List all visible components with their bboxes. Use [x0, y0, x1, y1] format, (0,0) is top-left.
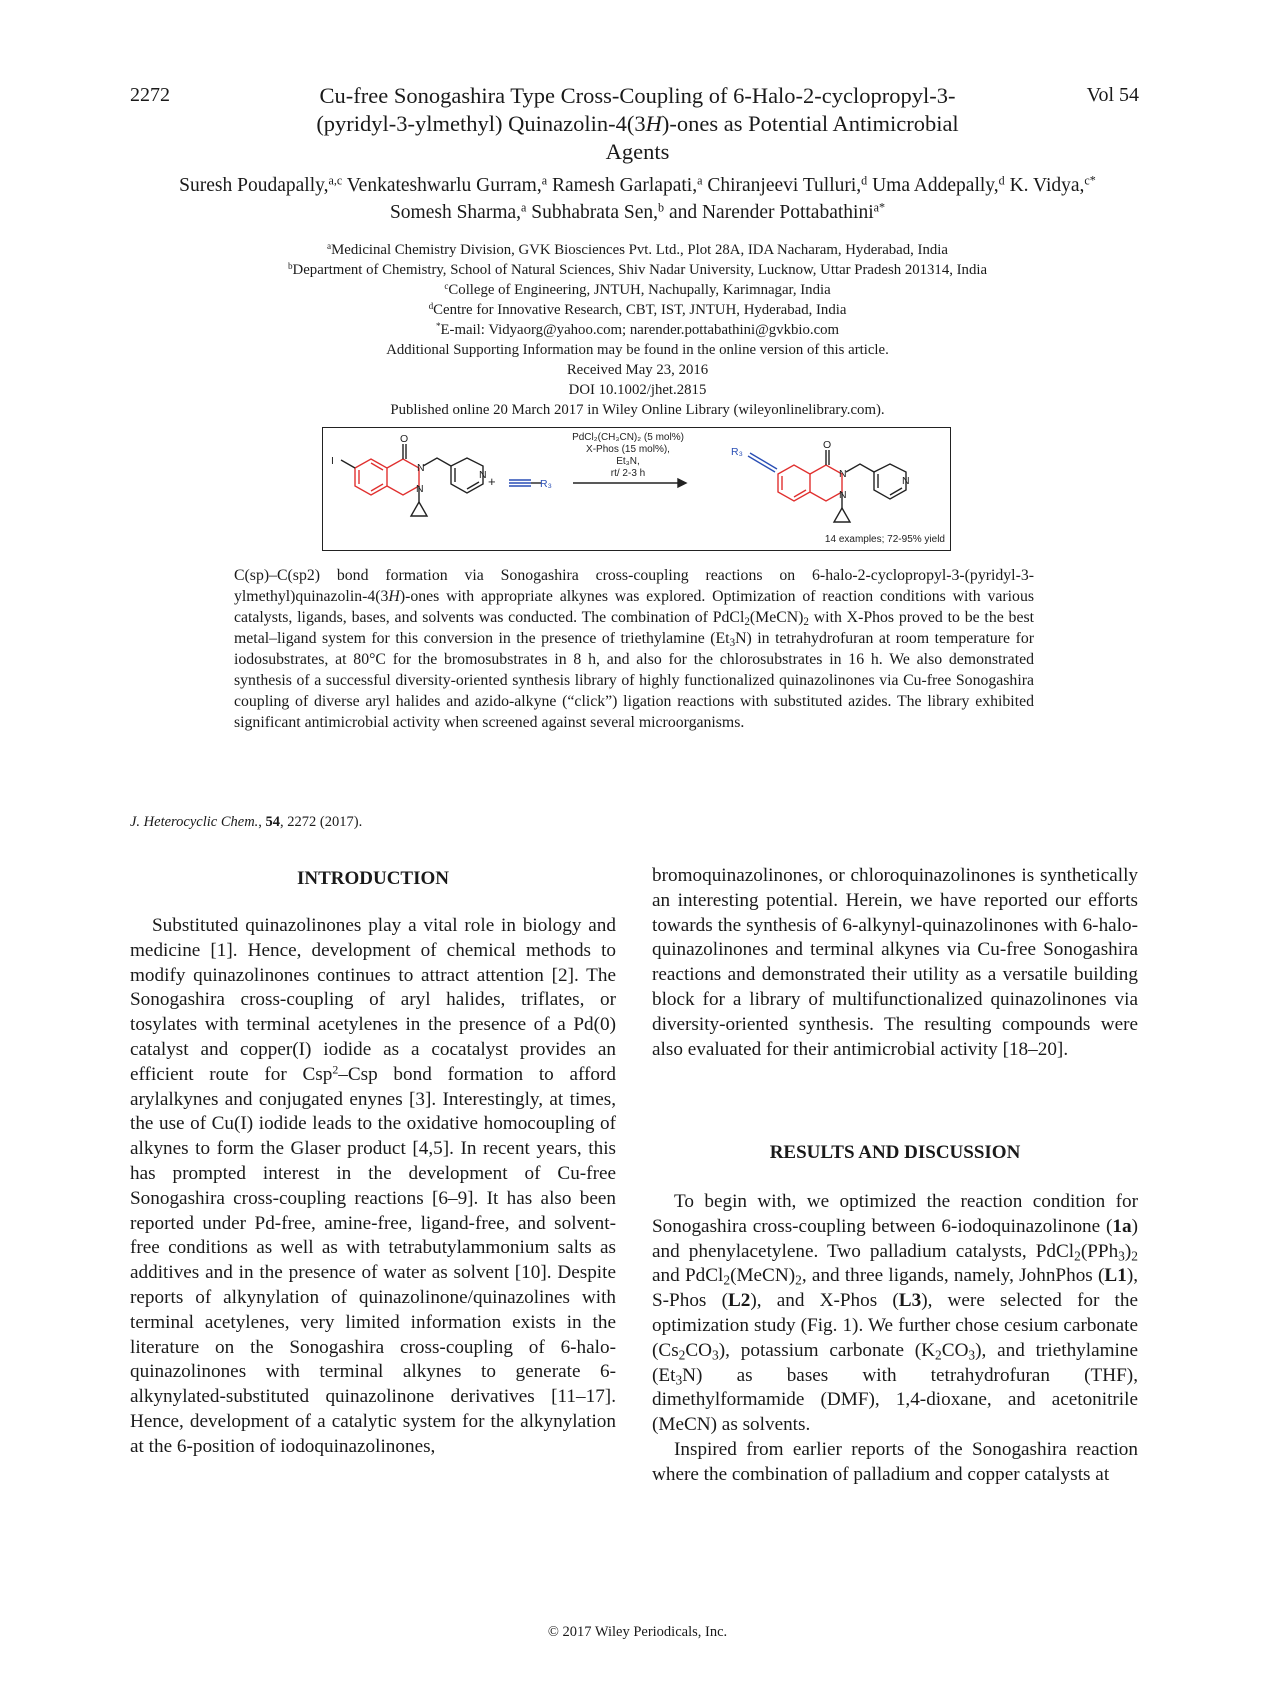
introduction-heading: INTRODUCTION — [296, 868, 450, 889]
yield-note: 14 examples; 72-95% yield — [824, 534, 945, 545]
right-pyrimidine-ring — [810, 465, 842, 501]
results-heading: RESULTS AND DISCUSSION — [769, 1142, 1021, 1163]
title-line-2: (pyridyl-3-ylmethyl) Quinazolin-4(3H)-ones as Potential Antimicrobial — [316, 111, 959, 136]
title-line-3: Agents — [605, 139, 670, 164]
n1-label-left: N — [416, 483, 424, 495]
abstract: C(sp)–C(sp2) bond formation via Sonogashira cross-coupling reactions on 6-halo-2-cyclopropyl-3-(pyridyl-3-ylmethyl)quinazolin-4(3H)-ones with appropriate alkynes was explored. Optimization of reaction conditions with various catalysts, ligands, bases, and solvents was conducted. The combination of $PdCl_2(MeCN)_2$ with X-Phos proved to be the best metal–ligand system for this conversion in the presence of triethylamine $(Et_3N)$ in tetrahydrofuran at room temperature for iodosubstrates, at 80°C for the bromosubstrates in 8 h, and also for the chlorosubstrates in 16 h. We also demonstrated synthesis of a successful diversity-oriented synthesis library of highly functionalized quinazolinones via Cu-free Sonogashira coupling of diverse aryl halides and azido-alkyne (“click”) ligation reactions with substituted azides. The library exhibited significant antimicrobial activity when screened against several microorganisms. — [234, 567, 1035, 731]
n3-label-right: N — [839, 468, 847, 480]
left-benzene-ring — [355, 459, 387, 495]
oxygen-label-right: O — [823, 439, 832, 451]
supporting-info: Additional Supporting Information may be found in the online version of this article. — [386, 342, 889, 358]
published-line: Published online 20 March 2017 in Wiley Online Library (wileyonlinelibrary.com). — [390, 402, 885, 418]
r3-label-left: R₃ — [540, 478, 552, 490]
graphical-abstract — [322, 427, 951, 551]
left-cyclopropyl — [411, 502, 427, 516]
oxygen-label-left: O — [400, 433, 409, 445]
condition-time: rt/ 2-3 h — [610, 468, 646, 479]
condition-catalyst: PdCl₂(CH₃CN)₂ (5 mol%) — [572, 432, 684, 443]
introduction-body: Substituted quinazolinones play a vital role in biology and medicine [1]. Hence, development of chemical methods to modify quinazolinones continues to attract attention [2]. The Sonogashira cross-coupling of aryl halides, triflates, or tosylates with terminal acetylenes in the presence of a Pd(0) catalyst and copper(I) iodide as a cocatalyst provides an efficient route for Csp$^2$–Csp bond formation to afford arylalkynes and conjugated enynes [3]. Interestingly, at times, the use of Cu(I) iodide leads to the oxidative homocoupling of alkynes to form the Glaser product [4,5]. In recent years, this has prompted interest in the development of Cu-free Sonogashira cross-coupling reactions [6–9]. It has also been reported under Pd-free, amine-free, ligand-free, and solvent-free conditions as well as with tetrabutylammonium salts as additives and in the presence of water as solvent [10]. Despite reports of alkynylation of quinazolinone/quinazolines with terminal acetylenes, very limited information exists in the literature on the Sonogashira cross-coupling of 6-halo-quinazolinones with terminal alkynes to generate 6-alkynylated-substituted quinazolinone derivatives [11–17]. Hence, development of a catalytic system for the alkynylation at the 6-position of iodoquinazolinones, — [130, 915, 616, 1457]
condition-ligand: X-Phos (15 mol%), — [586, 444, 670, 455]
results-body: To begin with, we optimized the reaction condition for Sonogashira cross-coupling between 6-iodoquinazolinone (1a) and phenylacetylene. Two palladium catalysts, $PdCl_2(PPh_3)_2$ and $PdCl_2(MeCN)_2$, and three ligands, namely, JohnPhos (L1), S-Phos (L2), and X-Phos (L3), were selected for the optimization study (Fig. 1). We further chose cesium carbonate $(Cs_2CO_3)$, potassium carbonate $(K_2CO_3)$, and triethylamine $(Et_3N)$ as bases with tetrahydrofuran (THF), dimethylformamide (DMF), 1,4-dioxane, and acetonitrile (MeCN) as solvents. Inspired from earlier reports of the Sonogashira reaction where the combination of palladium and copper catalysts at — [652, 1190, 1138, 1488]
reaction-scheme — [323, 428, 950, 550]
condition-base: Et₃N, — [616, 456, 640, 467]
volume-label: Vol 54 — [1086, 84, 1139, 106]
affiliation-c: $^c$College of Engineering, JNTUH, Nachupally, Karimnagar, India — [444, 280, 831, 298]
affiliation-b: $^b$Department of Chemistry, School of Natural Sciences, Shiv Nadar University, Lucknow, Uttar Pradesh 201314, India — [287, 260, 988, 278]
copyright-footer: © 2017 Wiley Periodicals, Inc. — [547, 1624, 728, 1640]
pyridine-n-left: N — [479, 469, 487, 481]
right-benzene-ring — [778, 465, 810, 501]
pyridine-n-right: N — [902, 475, 910, 487]
page-number: 2272 — [130, 84, 170, 106]
email-line: *E-mail: Vidyaorg@yahoo.com; narender.pottabathini@gvkbio.com — [435, 320, 840, 338]
results-paragraph-2: Inspired from earlier reports of the Sonogashira reaction where the combination of palladium and copper catalysts at — [652, 1438, 1138, 1485]
r3-label-right: R₃ — [731, 446, 743, 458]
n3-label-left: N — [417, 462, 425, 474]
title-line-1: Cu-free Sonogashira Type Cross-Coupling of 6-Halo-2-cyclopropyl-3- — [319, 83, 956, 108]
iodo-label: I — [331, 455, 334, 467]
article-title — [255, 82, 1020, 166]
author-list: Suresh Poudapally,$^{a,c}$ Venkateshwarlu Gurram,$^a$ Ramesh Garlapati,$^a$ Chiranjeevi Tulluri,$^d$ Uma Addepally,$^d$ K. Vidya,$^{c*}$ Somesh Sharma,$^a$ Subhabrata Sen,$^b$ and Narender Pottabathini$^{a*}$ — [179, 173, 1096, 223]
received-date: Received May 23, 2016 — [566, 362, 709, 378]
doi: DOI 10.1002/jhet.2815 — [568, 382, 707, 398]
journal-citation: J. Heterocyclic Chem., 54, 2272 (2017). — [130, 814, 363, 830]
right-cyclopropyl — [834, 508, 850, 522]
left-pyrimidine-ring — [387, 459, 419, 495]
affiliation-d: $^d$Centre for Innovative Research, CBT, IST, JNTUH, Hyderabad, India — [428, 300, 847, 318]
plus-sign: + — [488, 474, 496, 489]
introduction-continuation: bromoquinazolinones, or chloroquinazolinones is synthetically an interesting potential. Herein, we have reported our efforts towards the synthesis of 6-alkynyl-quinazolinones with 6-halo-quinazolinones and terminal alkynes via Cu-free Sonogashira reactions and demonstrated their utility as a versatile building block for a library of multifunctionalized quinazolinones via diversity-oriented synthesis. The resulting compounds were also evaluated for their antimicrobial activity [18–20]. — [652, 865, 1138, 1060]
n1-label-right: N — [839, 489, 847, 501]
affiliation-a: $^a$Medicinal Chemistry Division, GVK Biosciences Pvt. Ltd., Plot 28A, IDA Nacharam, Hyderabad, India — [327, 240, 948, 258]
affiliations — [180, 240, 1095, 420]
